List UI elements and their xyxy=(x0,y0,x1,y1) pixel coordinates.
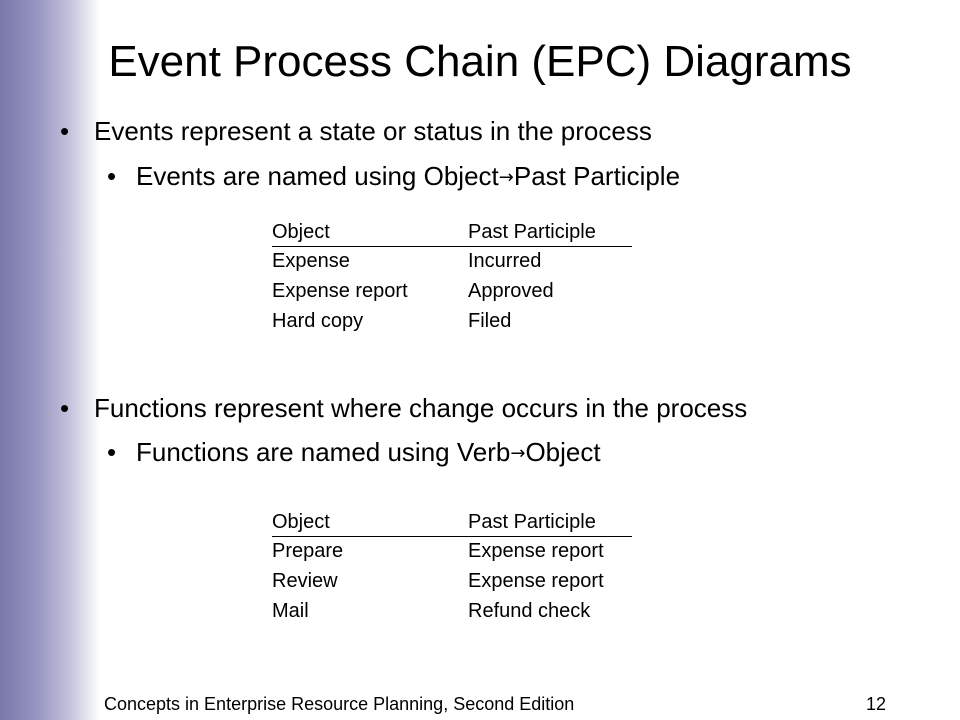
table-header-cell: Object xyxy=(272,511,330,533)
bullet-marker: • xyxy=(60,116,70,146)
right-arrow-icon: → xyxy=(510,443,526,464)
functions-naming-table xyxy=(272,508,632,627)
right-arrow-icon: → xyxy=(498,167,514,188)
table-cell: Expense report xyxy=(468,540,604,562)
table-cell: Hard copy xyxy=(272,310,364,332)
table-header-row xyxy=(272,508,632,537)
table-header-cell: Object xyxy=(272,221,330,243)
bullet-functions-text: Functions represent where change occurs in the process xyxy=(94,393,748,423)
table-cell: Expense report xyxy=(468,570,604,592)
table-cell: Expense xyxy=(272,250,350,272)
table-cell: Approved xyxy=(468,280,554,302)
decorative-sidebar xyxy=(0,0,100,720)
events-naming-suffix: Past Participle xyxy=(513,161,681,191)
bullet-marker: • xyxy=(107,437,117,467)
functions-naming-prefix: Functions are named using Verb xyxy=(136,437,511,467)
sub-bullet-functions-naming xyxy=(107,436,601,472)
bullet-marker: • xyxy=(60,393,70,423)
table-cell: Expense report xyxy=(272,280,408,302)
slide-title: Event Process Chain (EPC) Diagrams xyxy=(108,37,852,86)
table-cell: Filed xyxy=(468,310,512,332)
events-naming-prefix: Events are named using Object xyxy=(136,161,499,191)
events-naming-table xyxy=(272,218,632,337)
table-row xyxy=(272,597,632,627)
table-cell: Mail xyxy=(272,600,309,622)
sub-bullet-events-naming xyxy=(107,160,681,196)
table-row xyxy=(272,307,632,337)
table-cell: Prepare xyxy=(272,540,344,562)
footer-book-title: Concepts in Enterprise Resource Planning, Second Edition xyxy=(104,694,575,714)
table-row xyxy=(272,537,632,567)
table-header-cell: Past Participle xyxy=(468,221,596,243)
bullet-marker: • xyxy=(107,161,117,191)
page-number: 12 xyxy=(866,694,887,714)
table-header-row xyxy=(272,218,632,247)
table-row xyxy=(272,247,632,277)
functions-naming-suffix: Object xyxy=(525,437,601,467)
bullet-functions xyxy=(60,392,748,424)
table-cell: Review xyxy=(272,570,338,592)
table-cell: Refund check xyxy=(468,600,591,622)
bullet-events xyxy=(60,115,652,147)
bullet-events-text: Events represent a state or status in the process xyxy=(94,116,652,146)
table-row xyxy=(272,277,632,307)
table-header-cell: Past Participle xyxy=(468,511,596,533)
table-row xyxy=(272,567,632,597)
table-cell: Incurred xyxy=(468,250,542,272)
